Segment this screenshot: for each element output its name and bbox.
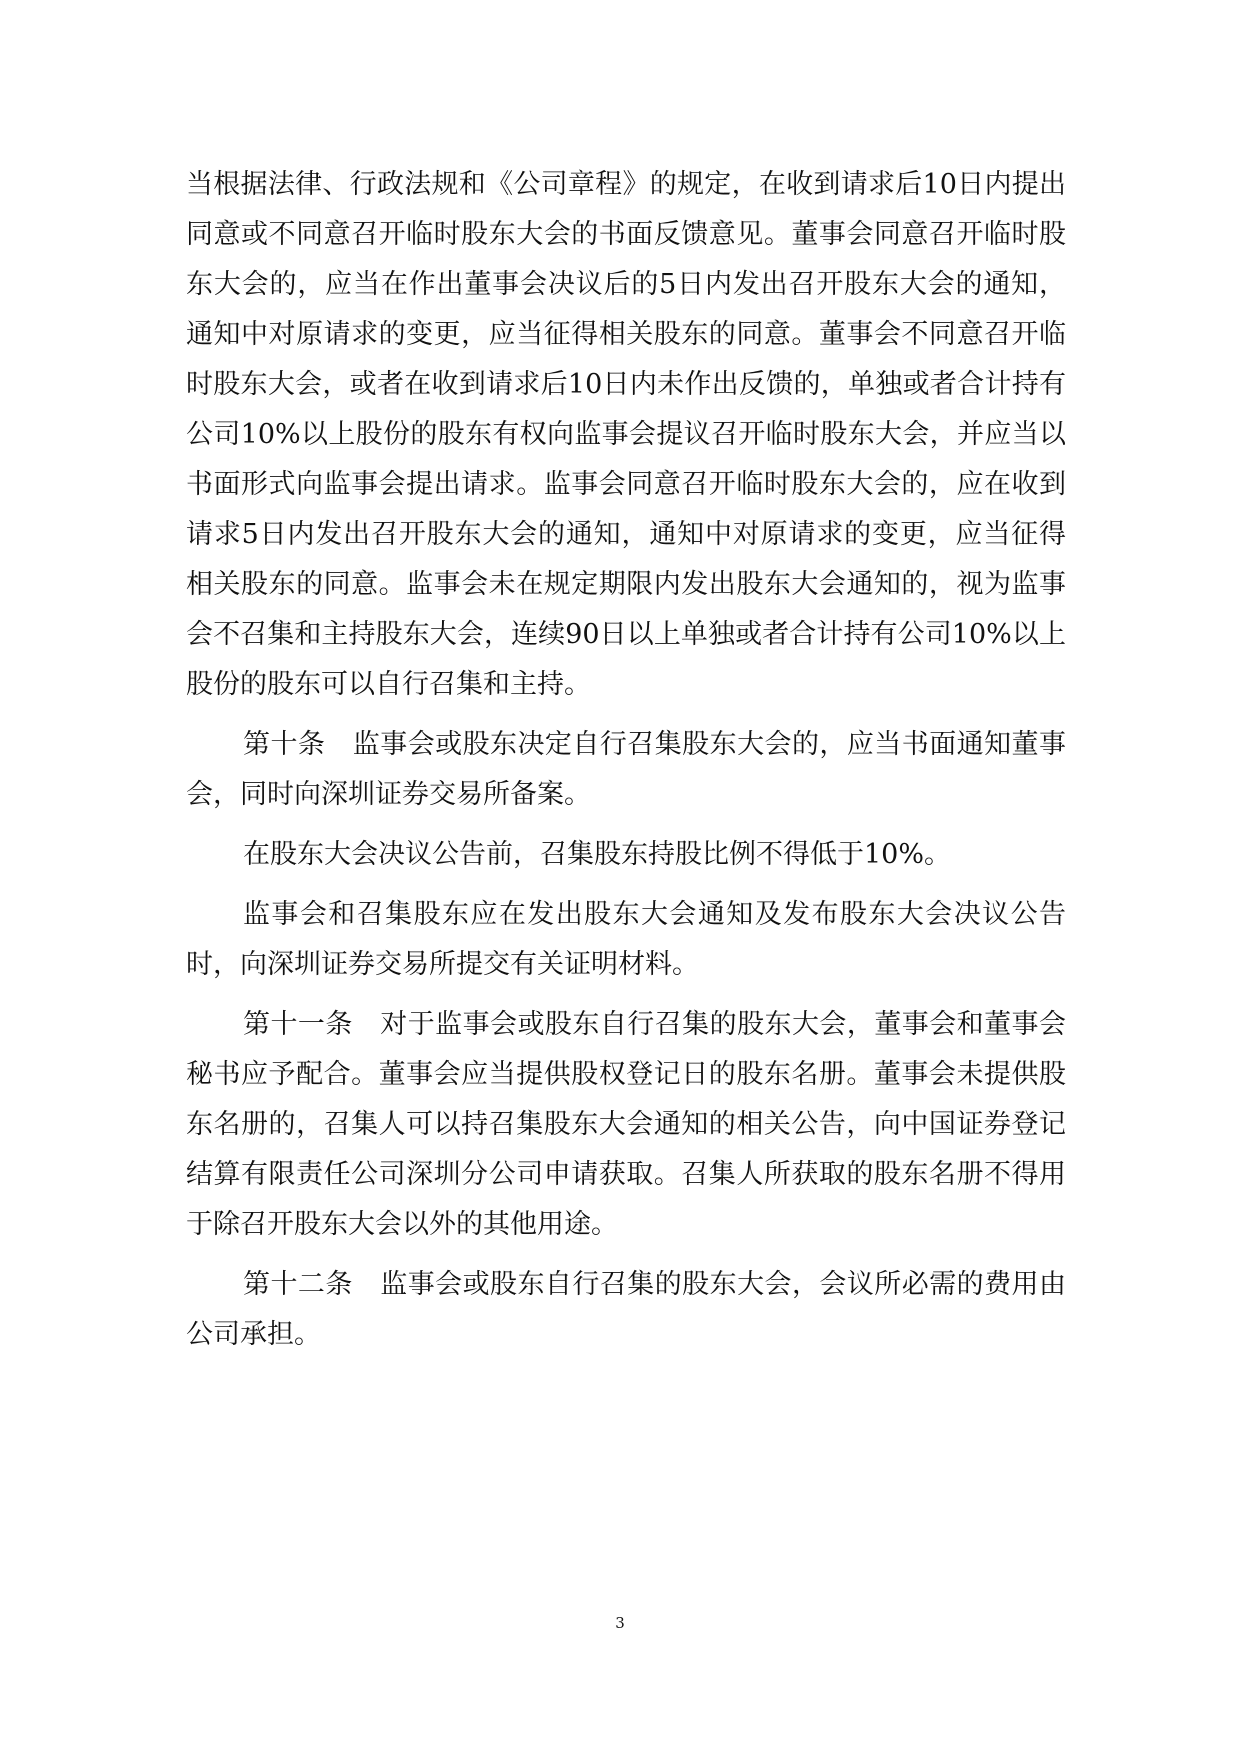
document-body <box>186 160 1066 1370</box>
page-number: 3 <box>615 1614 625 1632</box>
paragraph-article-11: 第十一条 对于监事会或股东自行召集的股东大会，董事会和董事会秘书应予配合。董事会应当提供股权登记日的股东名册。董事会未提供股东名册的，召集人可以持召集股东大会通知的相关公告，向中国证券登记结算有限责任公司深圳分公司申请获取。召集人所获取的股东名册不得用于除召开股东大会以外的其他用途。 <box>186 1009 1066 1240</box>
paragraph-article-10: 第十条 监事会或股东决定自行召集股东大会的，应当书面通知董事会，同时向深圳证券交易所备案。 <box>186 729 1066 810</box>
paragraph-shareholding-ratio: 在股东大会决议公告前，召集股东持股比例不得低于10%。 <box>243 839 952 870</box>
paragraph-continuation: 当根据法律、行政法规和《公司章程》的规定，在收到请求后10日内提出同意或不同意召开临时股东大会的书面反馈意见。董事会同意召开临时股东大会的，应当在作出董事会决议后的5日内发出召开股东大会的通知，通知中对原请求的变更，应当征得相关股东的同意。董事会不同意召开临时股东大会，或者在收到请求后10日内未作出反馈的，单独或者合计持有公司10%以上股份的股东有权向监事会提议召开临时股东大会，并应当以书面形式向监事会提出请求。监事会同意召开临时股东大会的，应在收到请求5日内发出召开股东大会的通知，通知中对原请求的变更，应当征得相关股东的同意。监事会未在规定期限内发出股东大会通知的，视为监事会不召集和主持股东大会，连续90日以上单独或者合计持有公司10%以上股份的股东可以自行召集和主持。 <box>186 169 1066 700</box>
paragraph-article-12: 第十二条 监事会或股东自行召集的股东大会，会议所必需的费用由公司承担。 <box>186 1269 1066 1350</box>
paragraph-proof-materials: 监事会和召集股东应在发出股东大会通知及发布股东大会决议公告时，向深圳证券交易所提交有关证明材料。 <box>186 899 1066 980</box>
